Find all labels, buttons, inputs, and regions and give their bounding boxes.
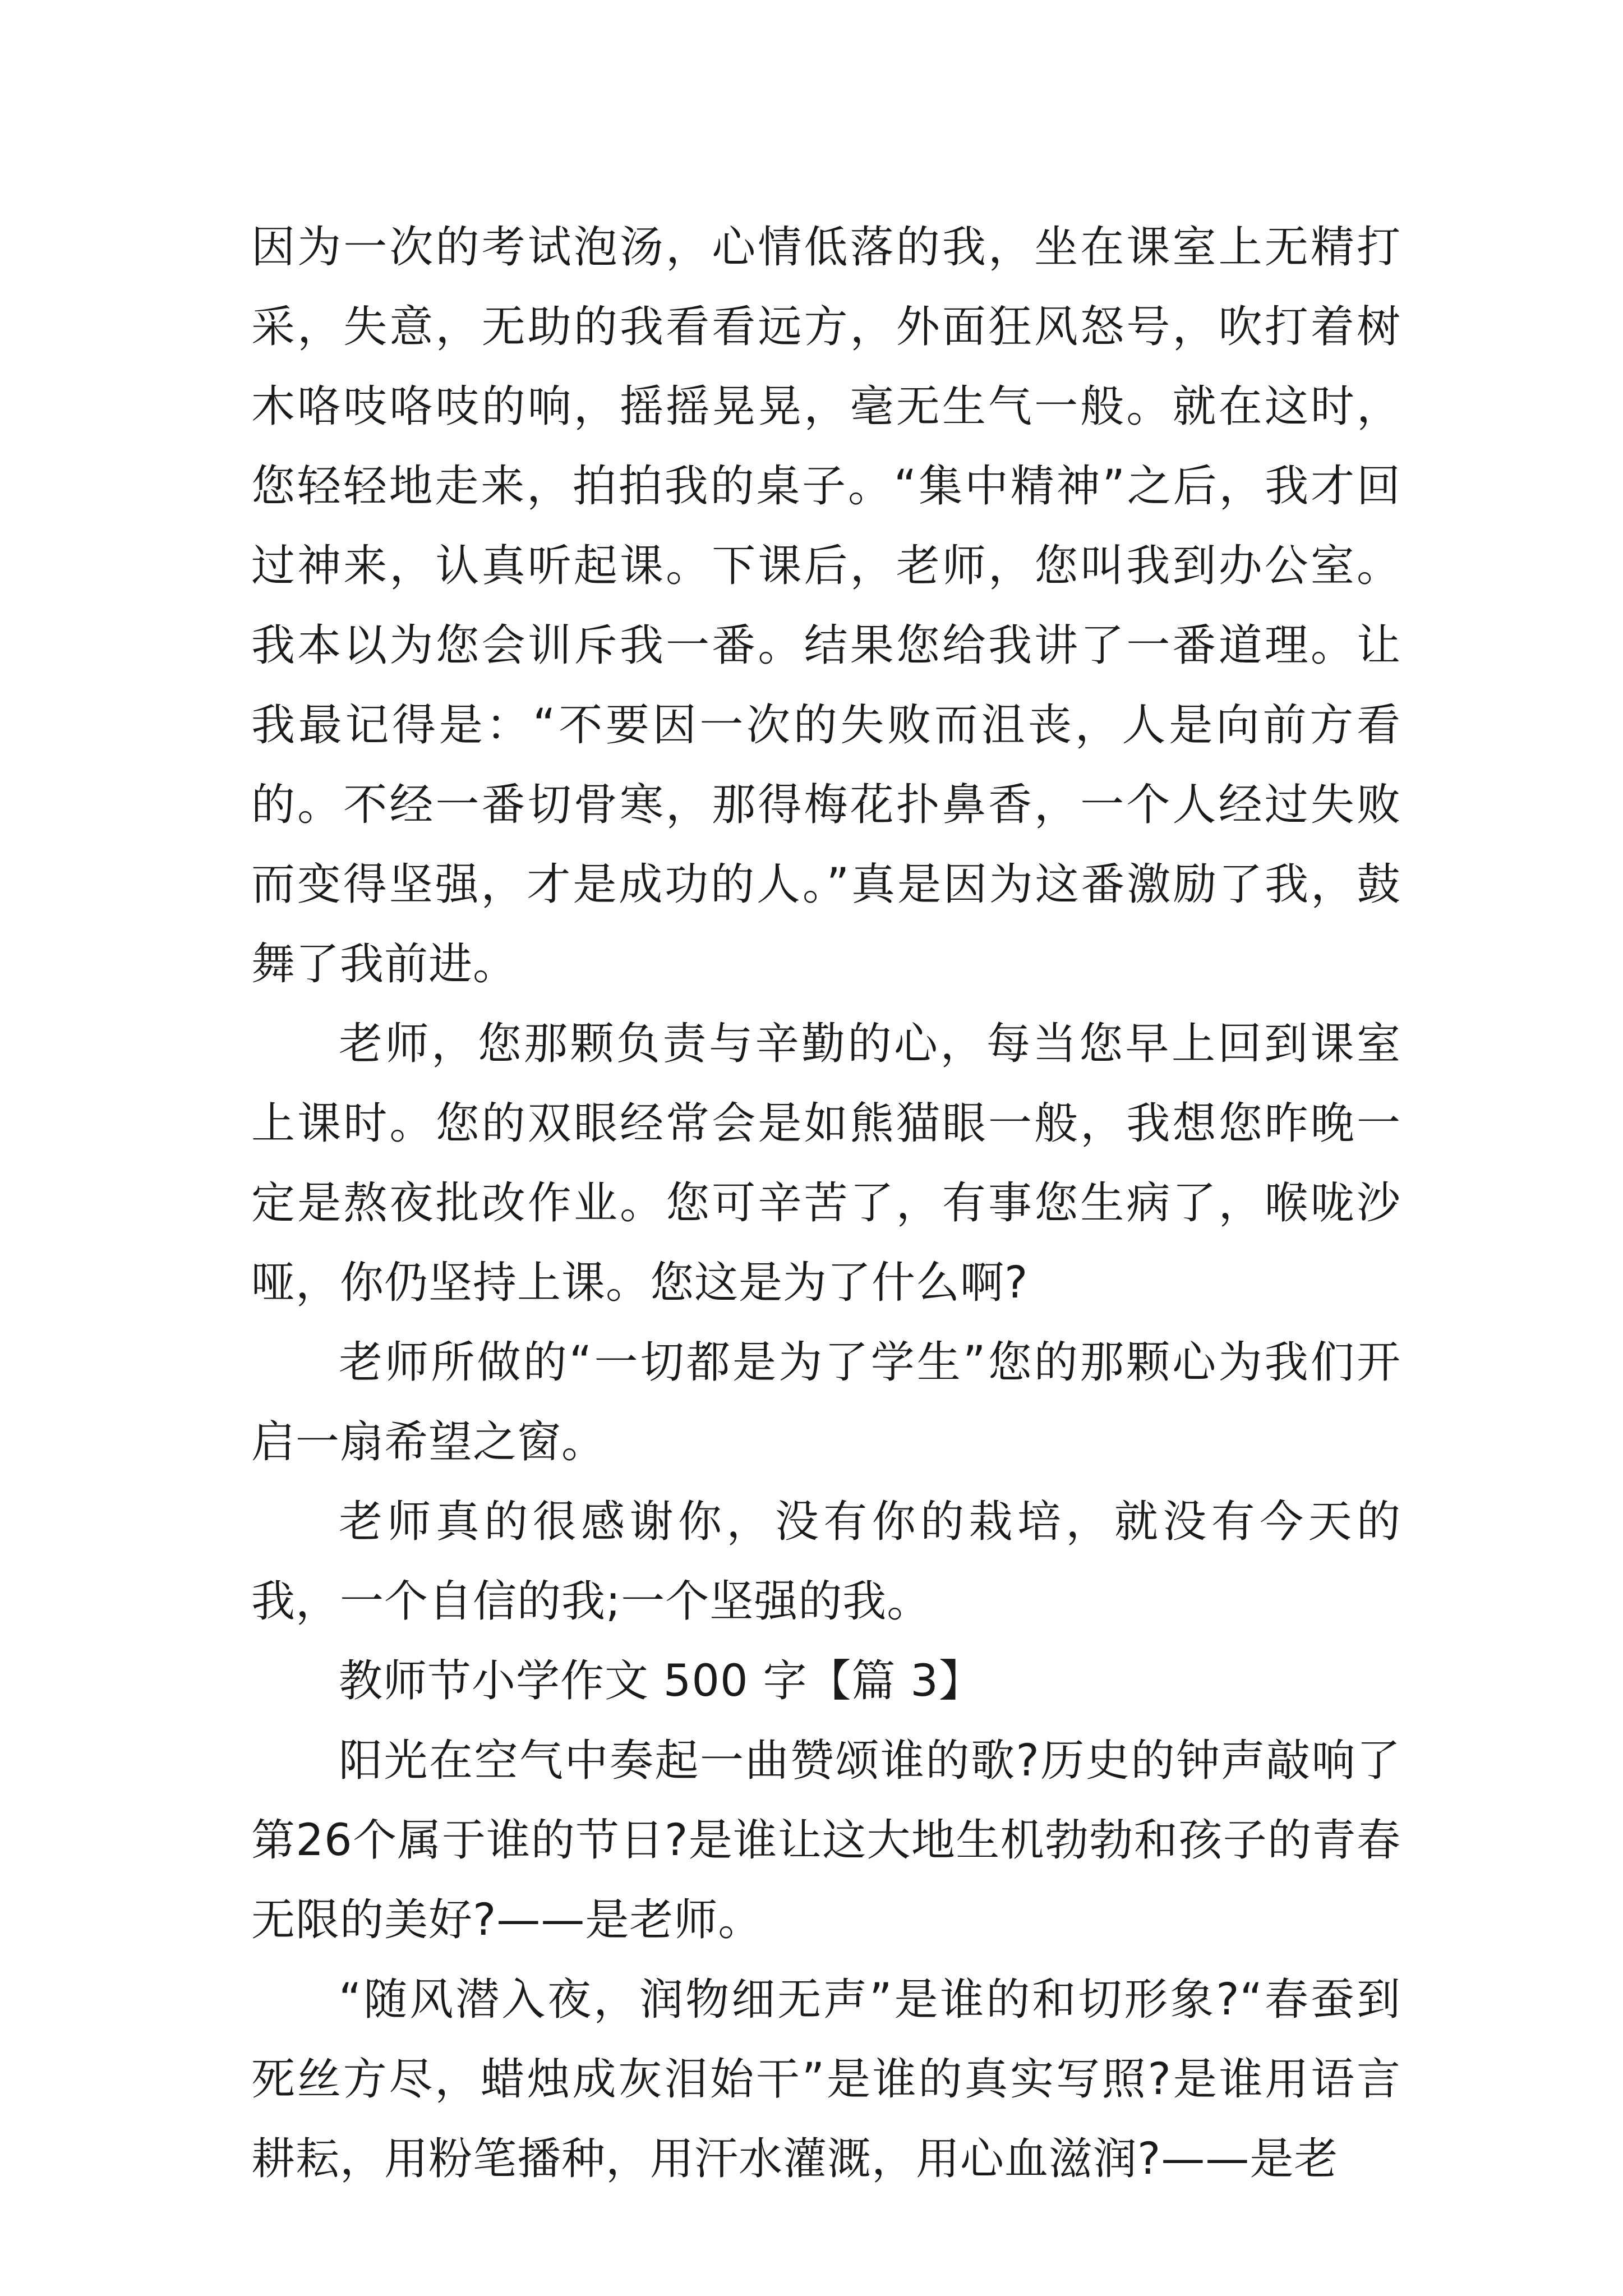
- paragraph-5: 阳光在空气中奏起一曲赞颂谁的歌?历史的钟声敲响了第26个属于谁的节日?是谁让这大地生机勃勃和孩子的青春无限的美好?——是老师。: [251, 1736, 1401, 1945]
- paragraph-2: 老师，您那颗负责与辛勤的心，每当您早上回到课室上课时。您的双眼经常会是如熊猫眼一般，我想您昨晚一定是熬夜批改作业。您可辛苦了，有事您生病了，喉咙沙哑，你仍坚持上课。您这是为了什么啊?: [251, 1019, 1401, 1308]
- paragraph-6: “随风潜入夜，润物细无声”是谁的和切形象?“春蚕到死丝方尽，蜡烛成灰泪始干”是谁的真实写照?是谁用语言耕耘，用粉笔播种，用汗水灌溉，用心血滋润?——是老: [251, 1975, 1401, 2184]
- paragraph-3: 老师所做的“一切都是为了学生”您的那颗心为我们开启一扇希望之窗。: [251, 1337, 1401, 1467]
- section-heading: 教师节小学作文 500 字【篇 3】: [339, 1656, 983, 1706]
- paragraph-1: 因为一次的考试泡汤，心情低落的我，坐在课室上无精打采，失意，无助的我看看远方，外面狂风怒号，吹打着树木咯吱咯吱的响，摇摇晃晃，毫无生气一般。就在这时，您轻轻地走来，拍拍我的桌子。“集中精神”之后，我才回过神来，认真听起课。下课后，老师，您叫我到办公室。我本以为您会训斥我一番。结果您给我讲了一番道理。让我最记得是：“不要因一次的失败而沮丧，人是向前方看的。不经一番切骨寒，那得梅花扑鼻香，一个人经过失败而变得坚强，才是成功的人。”真是因为这番激励了我，鼓舞了我前进。: [251, 222, 1401, 990]
- paragraph-4: 老师真的很感谢你，没有你的栽培，就没有今天的我，一个自信的我;一个坚强的我。: [251, 1497, 1401, 1627]
- document-body: [251, 208, 1401, 2199]
